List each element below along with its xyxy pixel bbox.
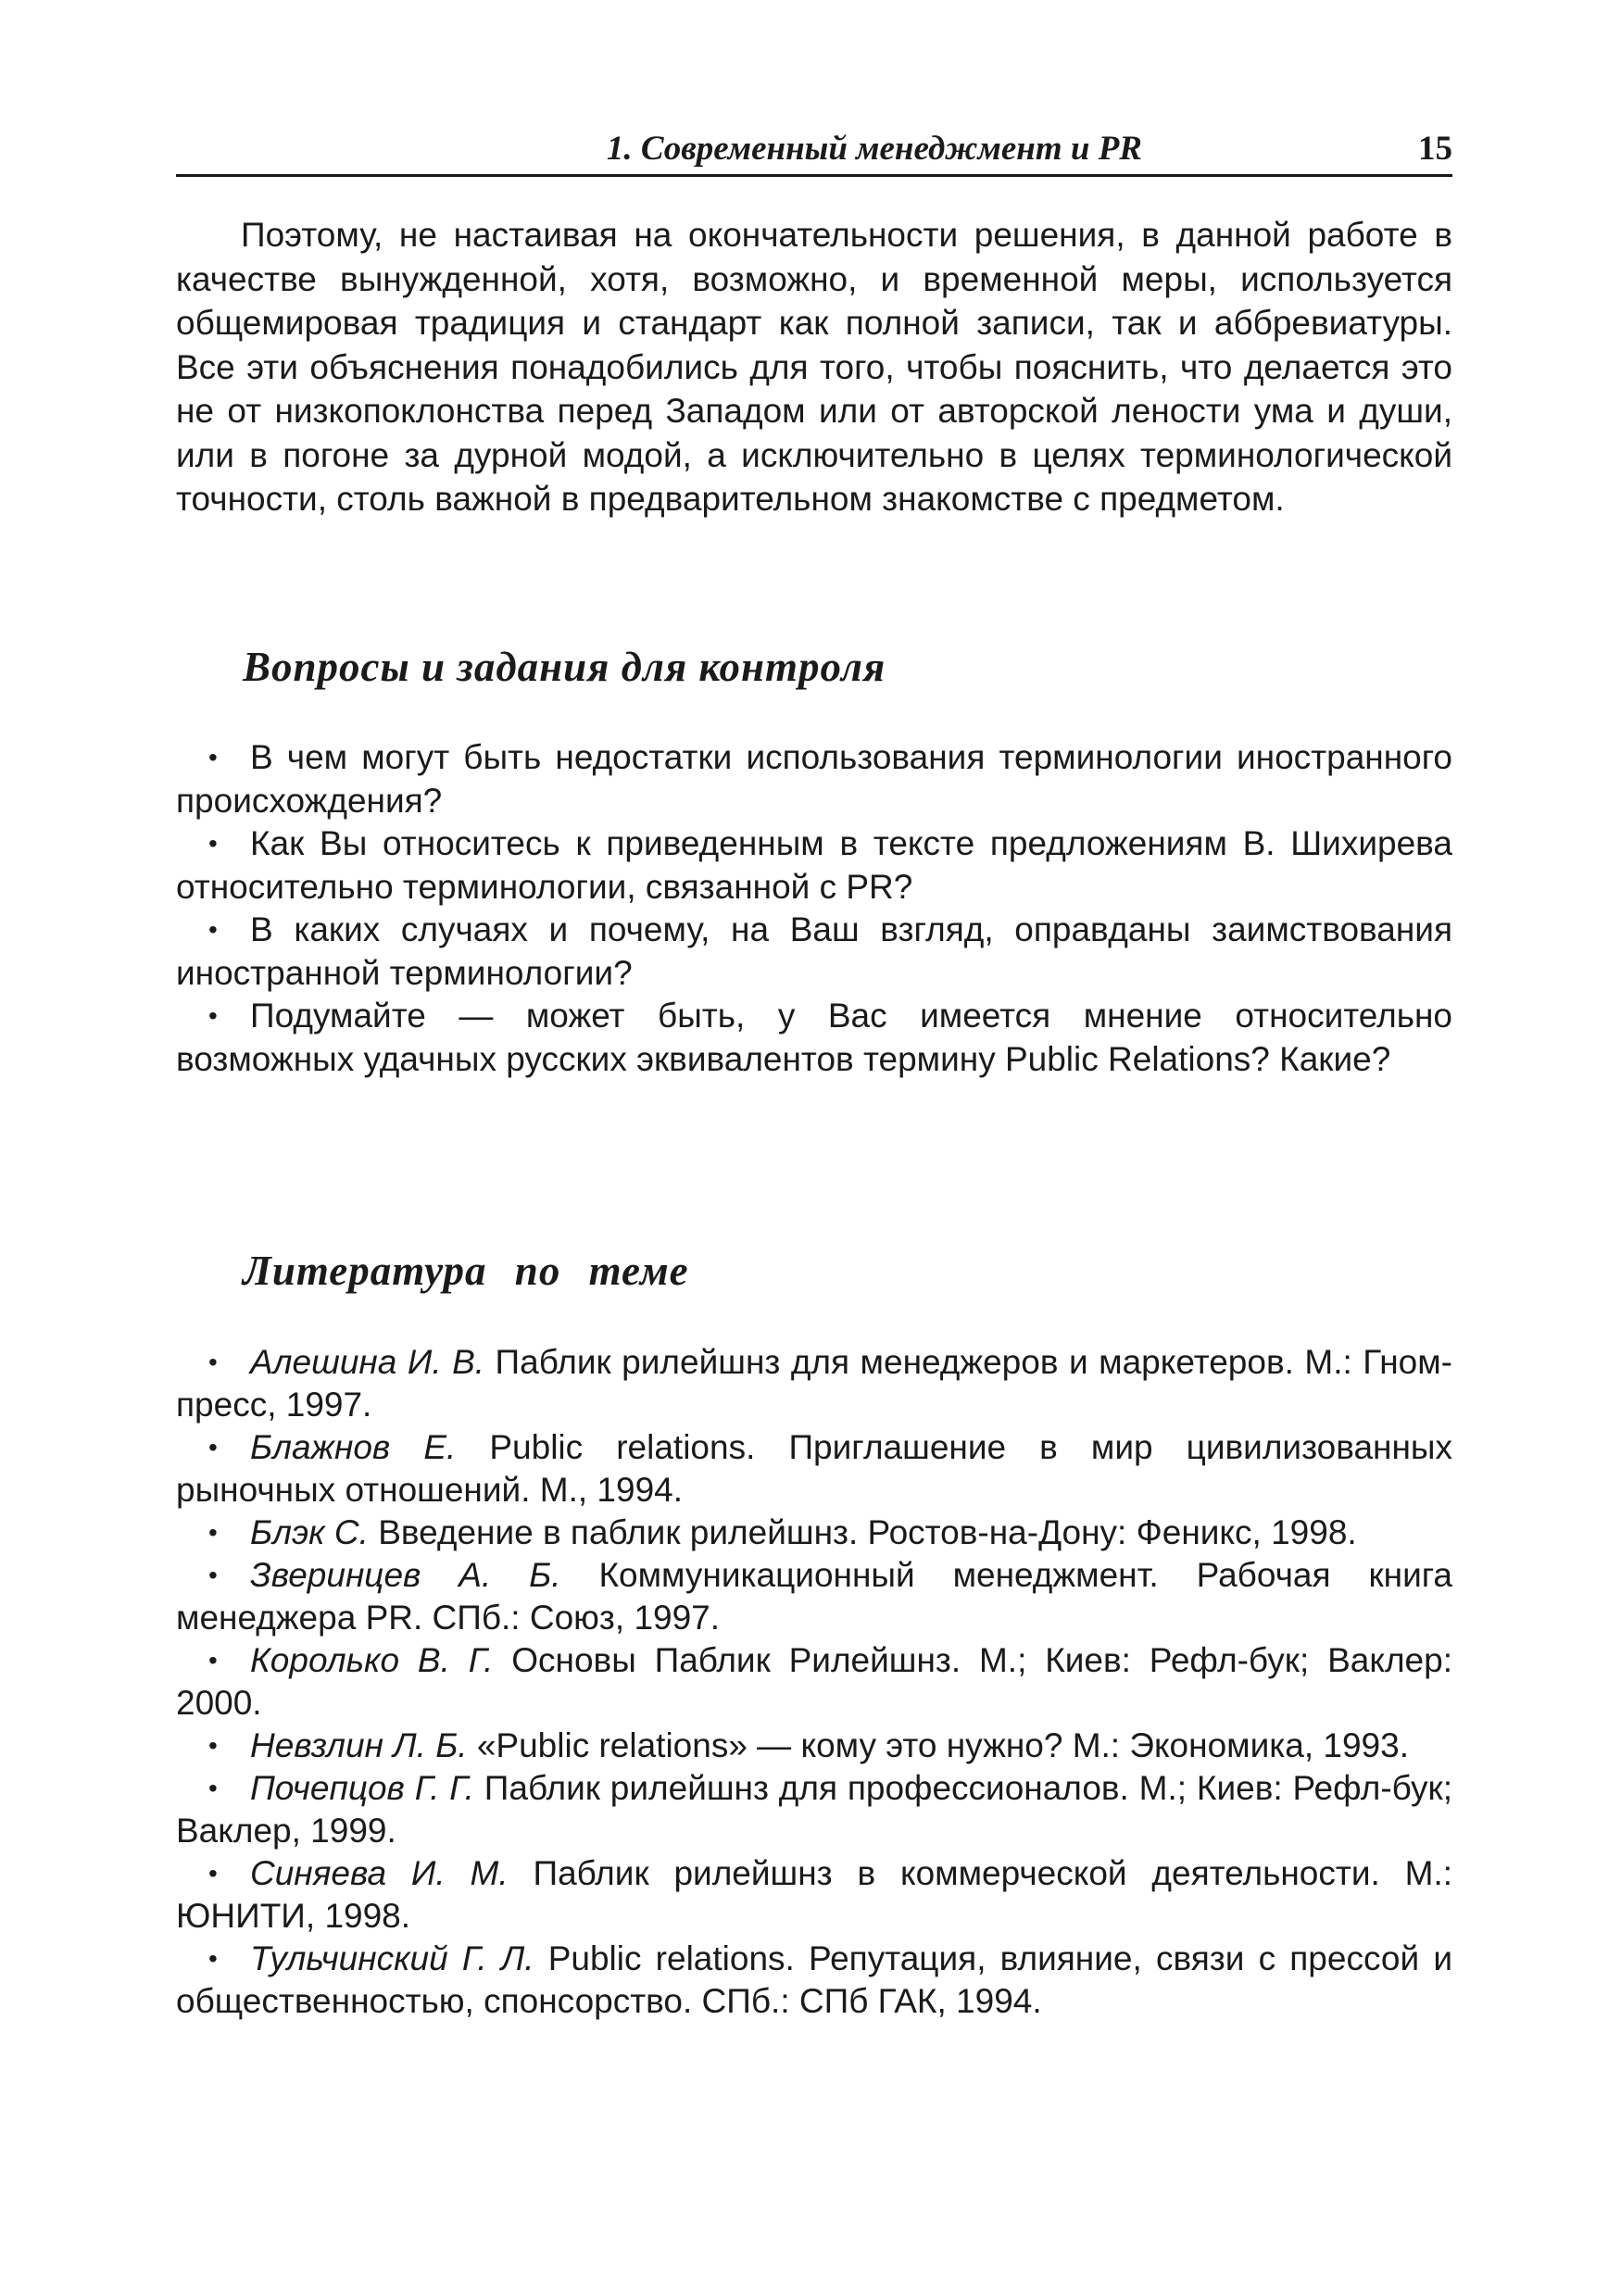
bullet-icon: • xyxy=(208,1348,218,1376)
reference-item xyxy=(176,1725,1452,1767)
questions-list xyxy=(176,736,1452,1081)
reference-author: Тульчинский Г. Л. xyxy=(250,1939,534,1977)
reference-author: Почепцов Г. Г. xyxy=(250,1769,474,1807)
reference-text: Паблик рилейшнз для менеджеров и маркетеров. М.: Гном-пресс, 1997. xyxy=(176,1343,1452,1424)
reference-text: «Public relations» — кому это нужно? М.: Экономика, 1993. xyxy=(476,1726,1409,1764)
bullet-icon: • xyxy=(208,1944,218,1973)
page-number: 15 xyxy=(1418,130,1452,168)
reference-author: Невзлин Л. Б. xyxy=(250,1726,468,1764)
bullet-icon: • xyxy=(208,1561,218,1589)
reference-text: Коммуникационный менеджмент. Рабочая книга менеджера PR. СПб.: Союз, 1997. xyxy=(176,1556,1453,1637)
reference-item xyxy=(176,1512,1452,1554)
reference-text: Public relations. Приглашение в мир цивилизованных рыночных отношений. М., 1994. xyxy=(176,1428,1453,1509)
bullet-icon: • xyxy=(208,1001,218,1030)
question-item xyxy=(176,995,1452,1081)
reference-item xyxy=(176,1852,1452,1938)
bullet-icon: • xyxy=(208,829,218,858)
question-item xyxy=(176,822,1452,909)
reference-author: Алешина И. В. xyxy=(250,1343,485,1381)
reference-item xyxy=(176,1426,1452,1512)
reference-author: Зверинцев А. Б. xyxy=(250,1556,561,1594)
reference-item xyxy=(176,1938,1452,2023)
reference-text: Public relations. Репутация, влияние, связи с прессой и общественностью, спонсорство. СПб.: СПб ГАК, 1994. xyxy=(176,1939,1453,2020)
intro-paragraph: Поэтому, не настаивая на окончательности решения, в данной работе в качестве вынужденной, хотя, возможно, и временной меры, используется общемировая традиция и стандарт как полной записи, так и аббревиатуры. Все эти объяснения понадобились для того, чтобы пояснить, что делается это не от низкопоклонства перед Западом или от авторской лености ума и души, или в погоне за дурной модой, а исключительно в целях терминологической точности, столь важной в предварительном знакомстве с предметом. xyxy=(176,216,1452,518)
bullet-icon: • xyxy=(208,1646,218,1675)
reference-item xyxy=(176,1341,1452,1426)
bullet-icon: • xyxy=(208,1859,218,1888)
reference-author: Королько В. Г. xyxy=(250,1641,494,1679)
reference-text: Паблик рилейшнз в коммерческой деятельности. М.: ЮНИТИ, 1998. xyxy=(176,1854,1453,1935)
literature-list xyxy=(176,1341,1452,2023)
question-text: В чем могут быть недостатки использования терминологии иностранного происхождения? xyxy=(176,738,1452,820)
literature-heading: Литература по теме xyxy=(243,1248,689,1294)
question-text: Подумайте — может быть, у Вас имеется мнение относительно возможных удачных русских эквивалентов термину Public Relations? Какие? xyxy=(176,997,1452,1078)
reference-text: Введение в паблик рилейшнз. Ростов-на-Дону: Феникс, 1998. xyxy=(378,1513,1357,1551)
bullet-icon: • xyxy=(208,743,218,772)
reference-text: Паблик рилейшнз для профессионалов. М.; Киев: Рефл-бук; Ваклер, 1999. xyxy=(176,1769,1452,1850)
reference-item xyxy=(176,1554,1452,1639)
question-item xyxy=(176,909,1452,995)
bullet-icon: • xyxy=(208,1518,218,1547)
reference-author: Блажнов Е. xyxy=(250,1428,457,1466)
reference-item xyxy=(176,1639,1452,1725)
bullet-icon: • xyxy=(208,1774,218,1802)
bullet-icon: • xyxy=(208,1433,218,1462)
reference-author: Синяева И. М. xyxy=(250,1854,509,1892)
reference-item xyxy=(176,1767,1452,1852)
bullet-icon: • xyxy=(208,915,218,944)
questions-heading: Вопросы и задания для контроля xyxy=(243,644,886,690)
reference-author: Блэк С. xyxy=(250,1513,369,1551)
question-text: Как Вы относитесь к приведенным в тексте предложениям В. Шихирева относительно терминологии, связанной с PR? xyxy=(176,824,1452,906)
question-item xyxy=(176,736,1452,822)
question-text: В каких случаях и почему, на Ваш взгляд, оправданы заимствования иностранной терминологии? xyxy=(176,910,1452,992)
bullet-icon: • xyxy=(208,1731,218,1760)
running-title: 1. Современный менеджмент и PR xyxy=(606,130,1142,168)
running-header xyxy=(176,128,1452,177)
reference-text: Основы Паблик Рилейшнз. М.; Киев: Рефл-бук; Ваклер: 2000. xyxy=(176,1641,1452,1722)
